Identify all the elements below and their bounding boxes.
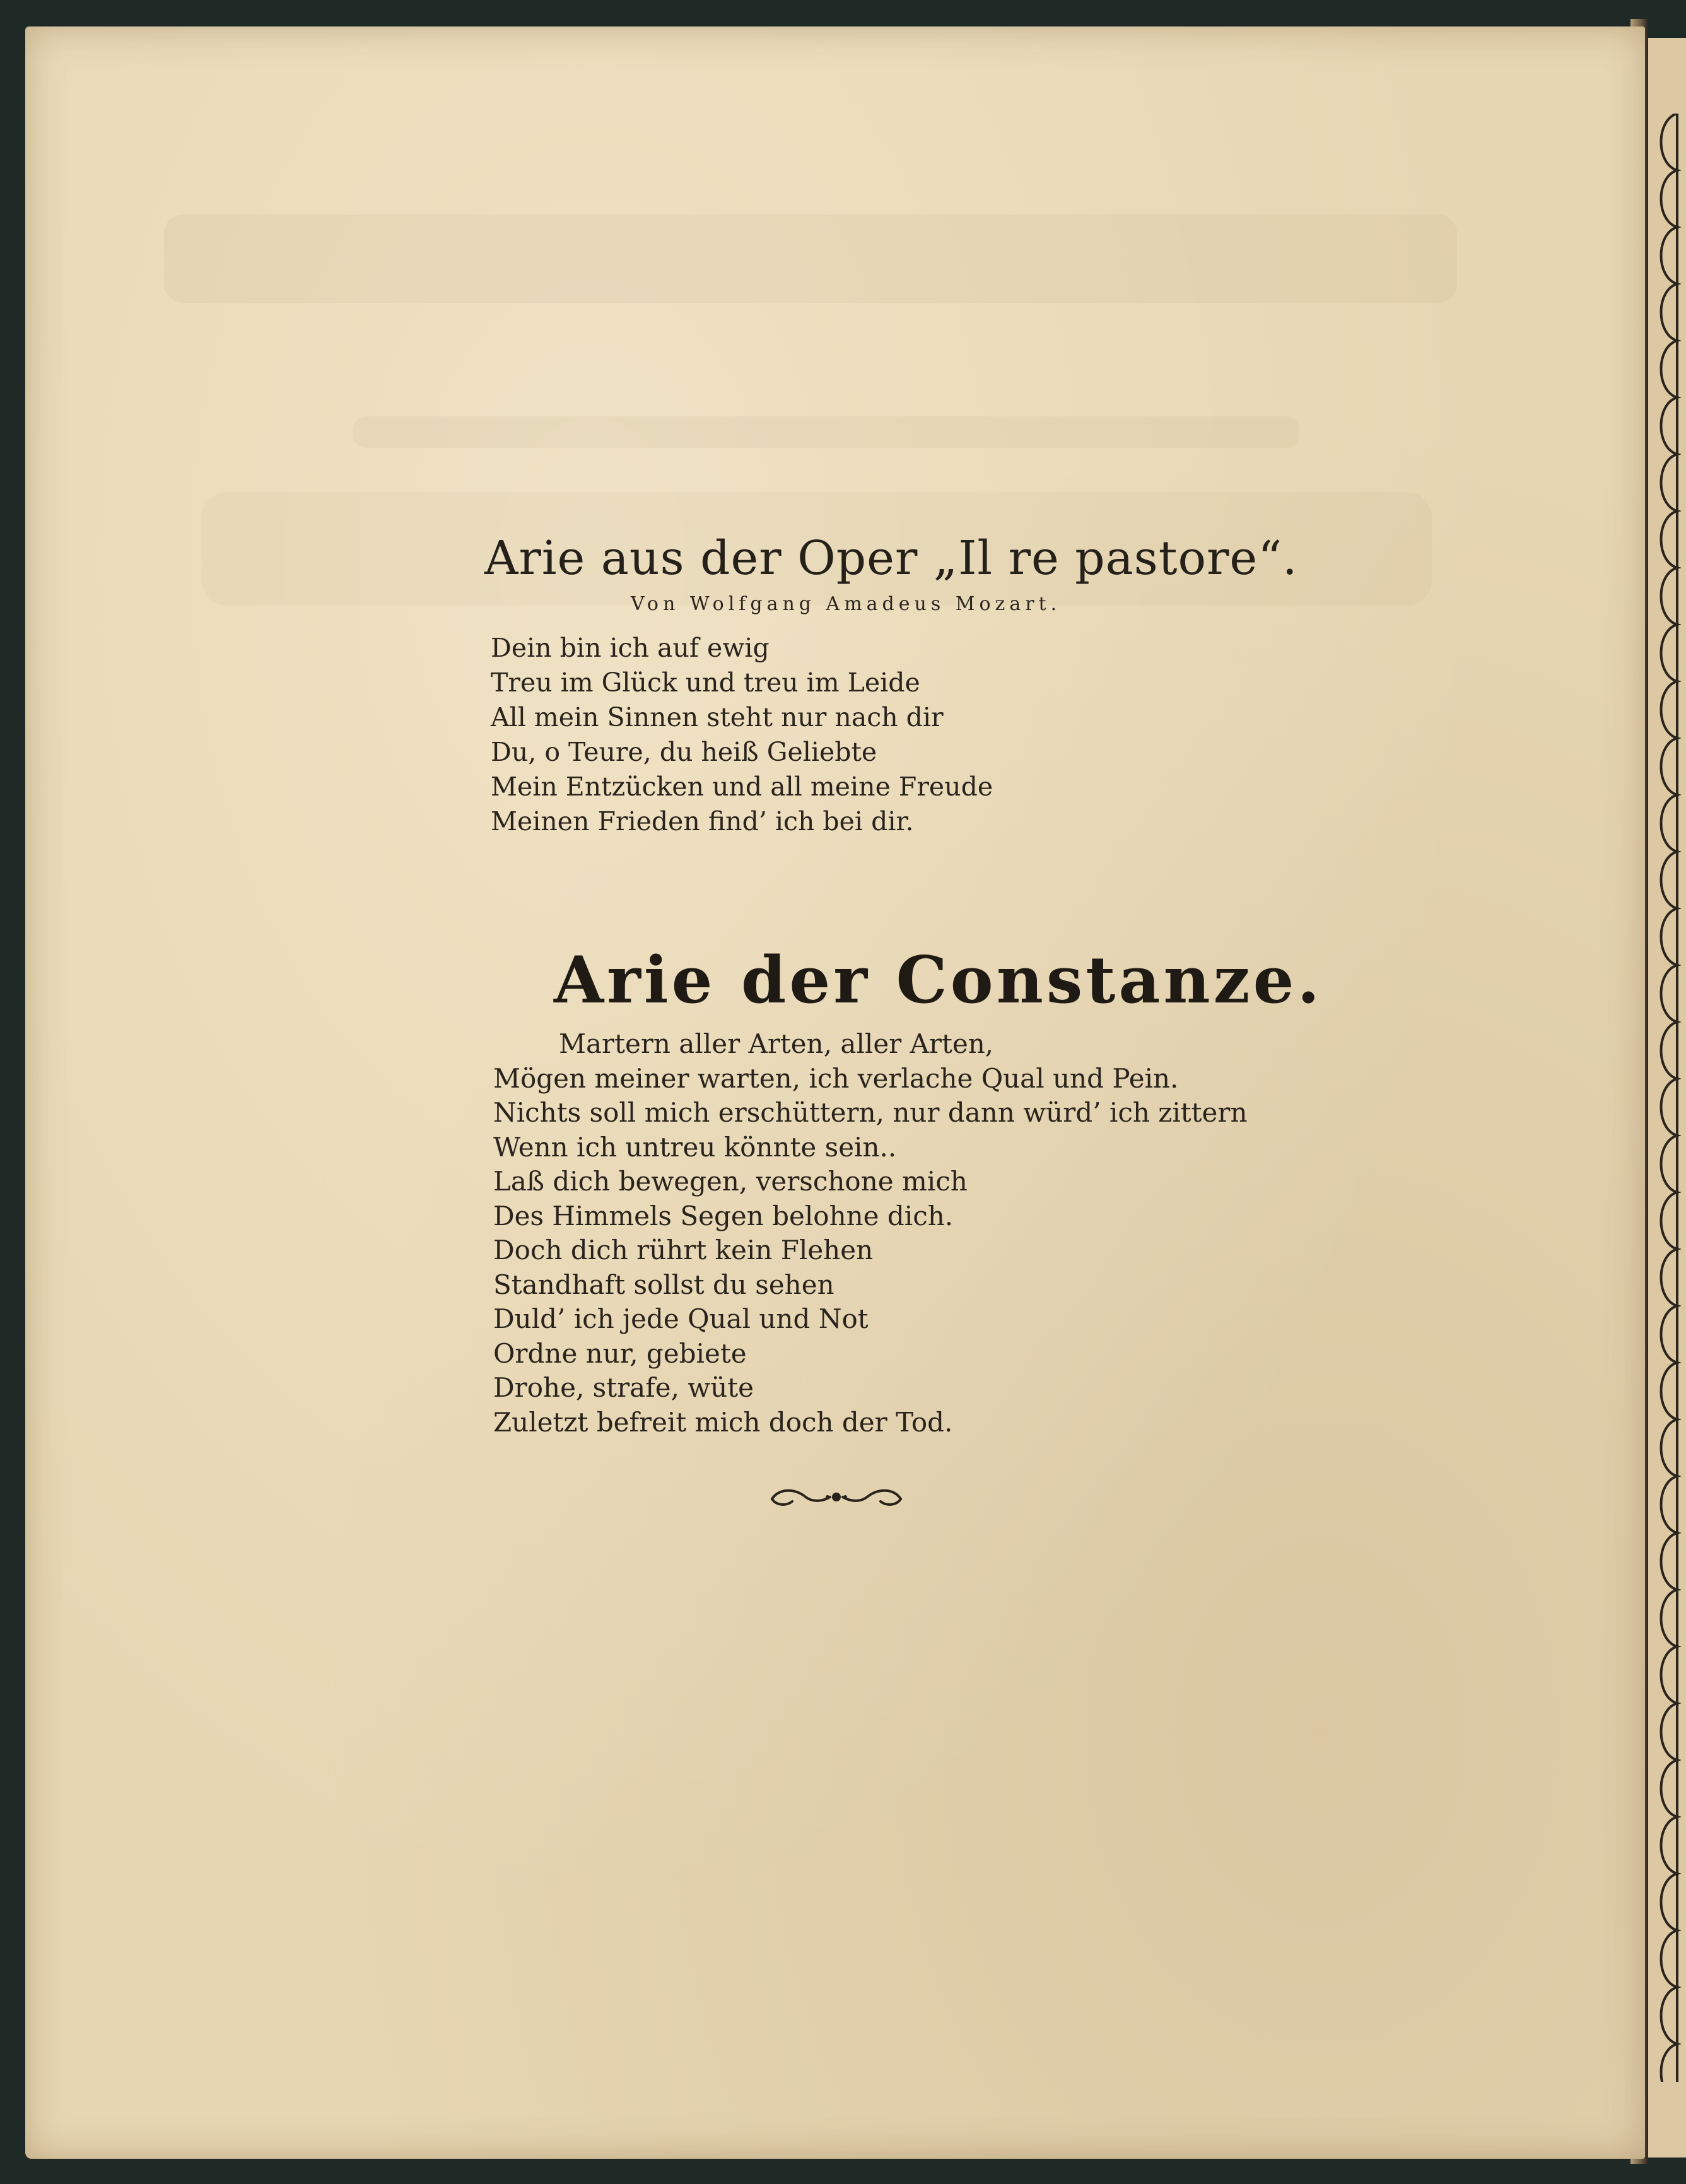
verse-line: Meinen Frieden find’ ich bei dir. <box>491 806 914 837</box>
verse-line: Mögen meiner warten, ich verlache Qual und Pein. <box>493 1062 1179 1094</box>
aria1-verse <box>491 631 993 839</box>
aria2-title: Arie der Constanze. <box>554 942 1323 1018</box>
verse-line: Drohe, strafe, wüte <box>493 1372 754 1403</box>
bleed-through-shadow <box>353 416 1299 448</box>
verse-line: All mein Sinnen steht nur nach dir <box>491 702 944 732</box>
verse-line: Du, o Teure, du heiß Geliebte <box>491 737 877 767</box>
adjacent-page-edge <box>1648 38 1686 2158</box>
ornamental-border-icon <box>1653 114 1681 2082</box>
verse-line: Duld’ ich jede Qual und Not <box>493 1303 869 1334</box>
verse-line: Des Himmels Segen belohne dich. <box>493 1200 954 1231</box>
verse-line: Mein Entzücken und all meine Freude <box>491 772 993 802</box>
verse-line: Wenn ich untreu könnte sein.. <box>493 1131 897 1163</box>
verse-line: Treu im Glück und treu im Leide <box>491 667 920 698</box>
bleed-through-shadow <box>164 214 1457 303</box>
verse-line: Ordne nur, gebiete <box>493 1337 747 1369</box>
verse-line: Dein bin ich auf ewig <box>491 633 770 663</box>
verse-line: Laß dich bewegen, verschone mich <box>493 1166 968 1197</box>
aria2-verse <box>493 1027 1248 1440</box>
verse-line: Nichts soll mich erschüttern, nur dann würd’ ich zittern <box>493 1097 1248 1128</box>
aria1-title: Arie aus der Oper „Il re pastore“. <box>484 531 1298 585</box>
verse-line: Doch dich rührt kein Flehen <box>493 1235 874 1265</box>
verse-line: Standhaft sollst du sehen <box>493 1269 834 1300</box>
aria1-byline: Von Wolfgang Amadeus Mozart. <box>631 593 1062 615</box>
verse-line: Martern aller Arten, aller Arten, <box>559 1028 994 1059</box>
flourish-ornament-icon <box>767 1481 906 1513</box>
verse-line: Zuletzt befreit mich doch der Tod. <box>493 1406 953 1438</box>
